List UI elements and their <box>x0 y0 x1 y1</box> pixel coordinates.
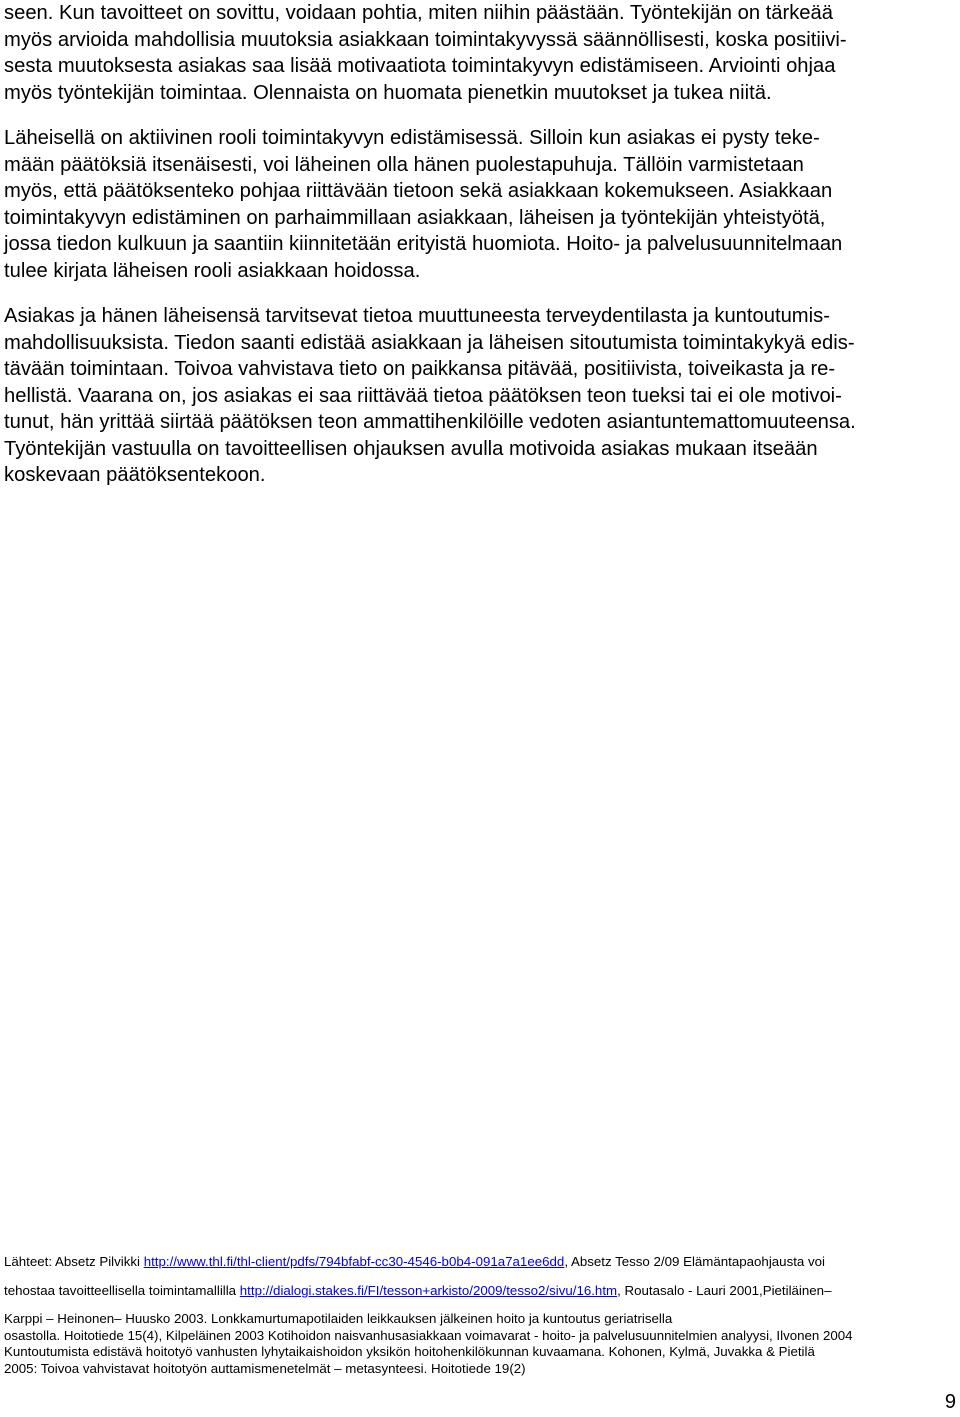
references-text: Lähteet: Absetz Pilvikki <box>4 1254 144 1269</box>
body-text <box>4 0 956 489</box>
references-text: tehostaa tavoitteellisella toimintamallilla <box>4 1283 240 1298</box>
references-line-2 <box>4 1283 954 1298</box>
text-line: mahdollisuuksista. Tiedon saanti edistää asiakkaan ja läheisen sitoutumista toimintakykyä edis- <box>4 331 855 354</box>
paragraph-information-needs <box>4 303 956 489</box>
references-line-6: 2005: Toivoa vahvistavat hoitotyön auttamismenetelmät – metasynteesi. Hoitotiede 19(2) <box>4 1361 526 1376</box>
references-line-1 <box>4 1254 954 1269</box>
references-line-3: Karppi – Heinonen– Huusko 2003. Lonkkamurtumapotilaiden leikkauksen jälkeinen hoito ja kuntoutus geriatrisella <box>4 1311 673 1326</box>
text-line: jossa tiedon kulkuun ja saantiin kiinnitetään erityistä huomiota. Hoito- ja palvelusuunnitelmaan <box>4 233 843 255</box>
text-line: Läheisellä on aktiivinen rooli toimintakyvyn edistämisessä. Silloin kun asiakas ei pysty teke- <box>4 127 820 149</box>
reference-link-dialogi[interactable]: http://dialogi.stakes.fi/FI/tesson+arkisto/2009/tesso2/sivu/16.htm <box>239 1283 618 1298</box>
paragraph-gap <box>4 106 956 125</box>
text-line: tävään toimintaan. Toivoa vahvistava tieto on paikkansa pitävää, positiivista, toiveikasta ja re- <box>4 358 836 380</box>
reference-link-thl[interactable]: http://www.thl.fi/thl-client/pdfs/794bfabf-cc30-4546-b0b4-091a7a1ee6dd <box>143 1254 565 1269</box>
text-line: koskevaan päätöksentekoon. <box>4 464 266 486</box>
text-line: Asiakas ja hänen läheisensä tarvitsevat tietoa muuttuneesta terveydentilasta ja kuntoutumis- <box>4 305 830 327</box>
paragraph-relative-role <box>4 125 956 284</box>
references-line-5: Kuntoutumista edistävä hoitotyö vanhusten lyhytaikaishoidon yksikön hoitohenkilökunnan kuvaamana. Kohonen, Kylmä, Juvakka & Pietilä <box>4 1344 815 1359</box>
text-line: toimintakyvyn edistäminen on parhaimmillaan asiakkaan, läheisen ja työntekijän yhteistyötä, <box>4 206 826 229</box>
text-line: seen. Kun tavoitteet on sovittu, voidaan pohtia, miten niihin päästään. Työntekijän on tärkeää <box>4 2 833 24</box>
references-text: , Absetz Tesso 2/09 Elämäntapaohjausta voi <box>564 1254 826 1269</box>
text-line: mään päätöksiä itsenäisesti, voi läheinen olla hänen puolestapuhuja. Tällöin varmistetaan <box>4 153 804 176</box>
references-text: , Routasalo - Lauri 2001,Pietiläinen– <box>617 1283 832 1298</box>
text-line: myös arvioida mahdollisia muutoksia asiakkaan toimintakyvyssä säännöllisesti, koska positiivi- <box>4 28 847 51</box>
text-line: sesta muutoksesta asiakas saa lisää motivaatiota toimintakyvyn edistämiseen. Arviointi ohjaa <box>4 55 836 77</box>
text-line: tunut, hän yrittää siirtää päätöksen teon ammattihenkilöille vedoten asiantuntemattomuuteensa. <box>4 411 856 433</box>
paragraph-goals <box>4 0 956 106</box>
paragraph-gap <box>4 284 956 303</box>
text-line: tulee kirjata läheisen rooli asiakkaan hoidossa. <box>4 259 421 282</box>
text-line: myös työntekijän toimintaa. Olennaista on huomata pienetkin muutokset ja tukea niitä. <box>4 81 772 104</box>
text-line: myös, että päätöksenteko pohjaa riittävään tietoon sekä asiakkaan kokemukseen. Asiakkaan <box>4 180 833 202</box>
text-line: hellistä. Vaarana on, jos asiakas ei saa riittävää tietoa päätöksen teon tueksi tai ei ole motivoi- <box>4 384 842 407</box>
references-line-4: osastolla. Hoitotiede 15(4), Kilpeläinen 2003 Kotihoidon naisvanhusasiakkaan voimavarat - hoito- ja palvelusuunnitelmien analyysi, Ilvonen 2004 <box>4 1328 853 1343</box>
page-number: 9 <box>944 1391 956 1413</box>
text-line: Työntekijän vastuulla on tavoitteellisen ohjauksen avulla motivoida asiakas mukaan itseään <box>4 437 818 460</box>
